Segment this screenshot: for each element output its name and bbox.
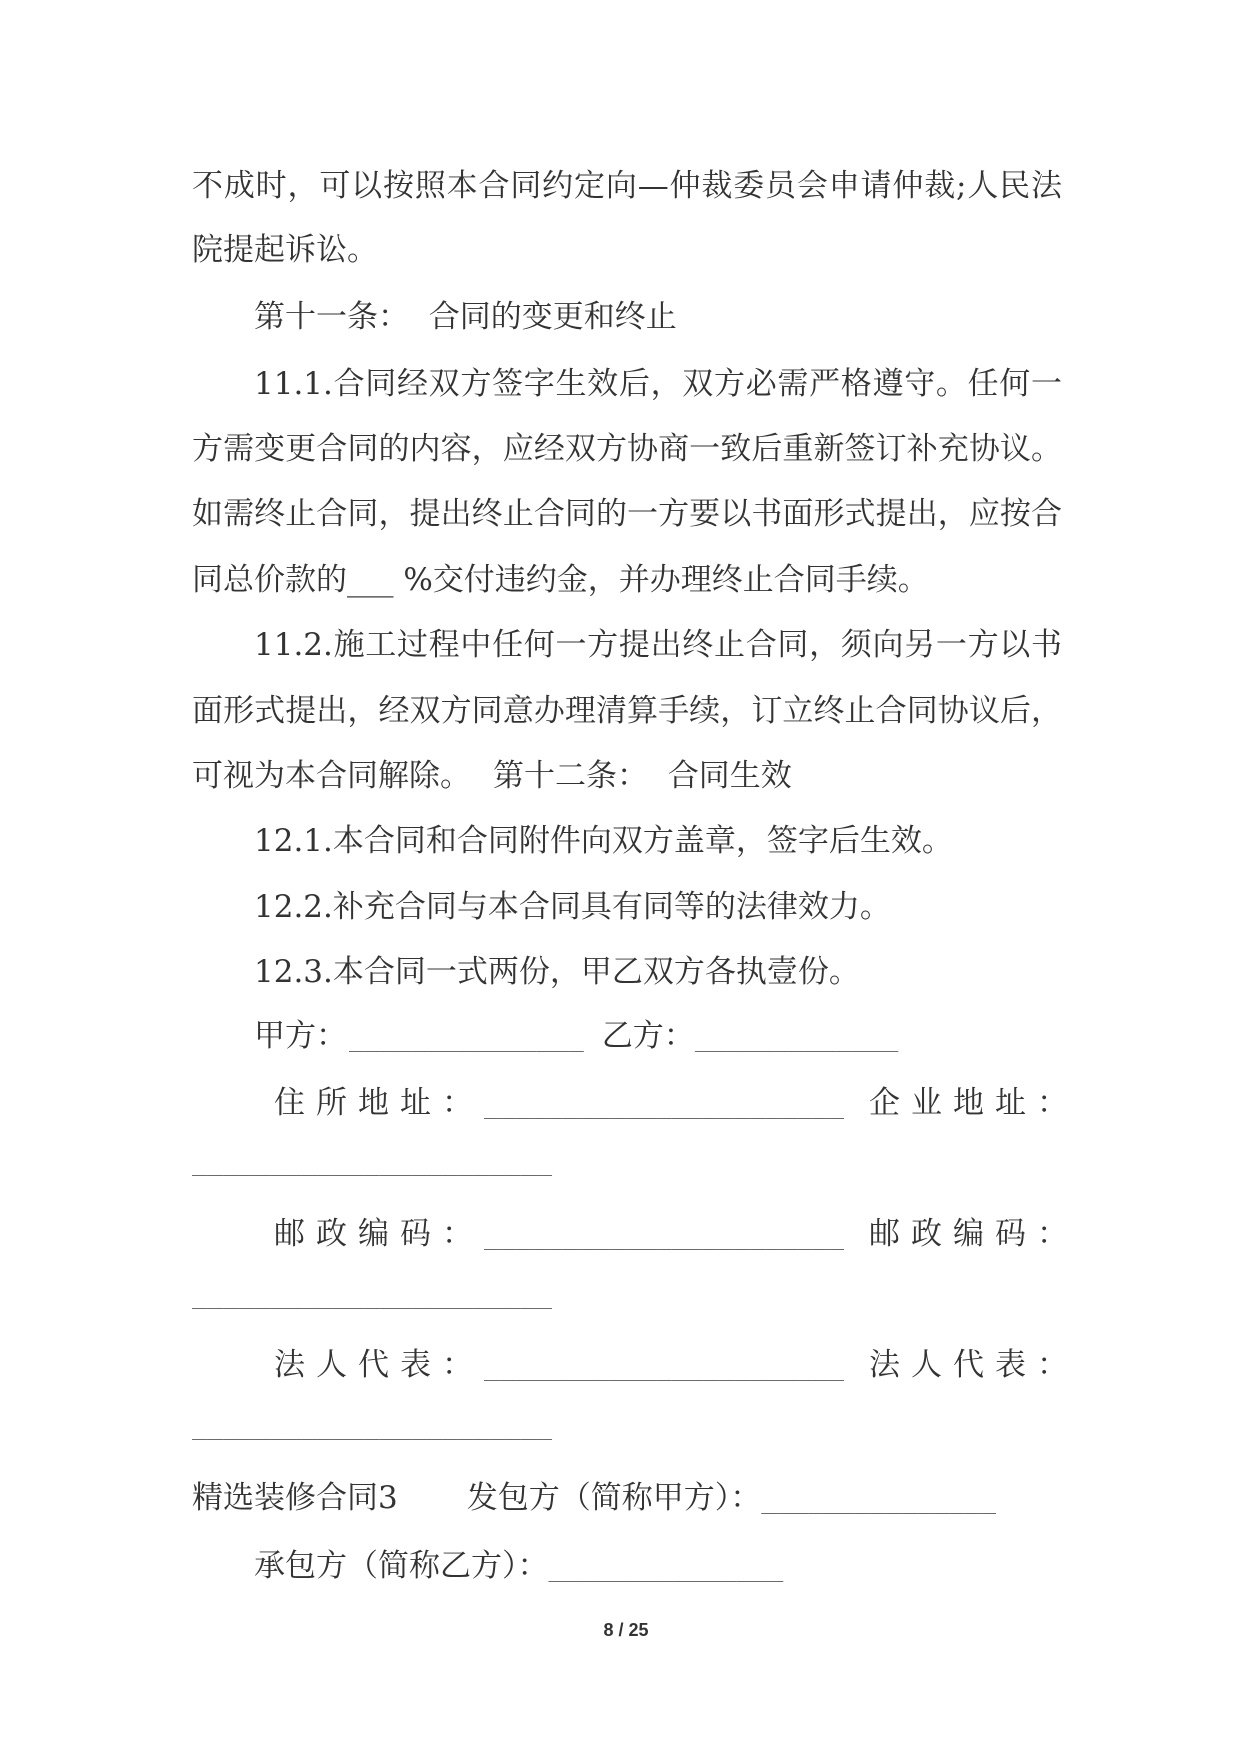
next-contract-title: 精选装修合同3 xyxy=(192,1480,398,1516)
page-number: 8 / 25 xyxy=(603,1620,649,1640)
article12-heading: 第十二条： 合同生效 xyxy=(493,758,792,794)
article10-tail-line-2: 院提起诉讼。 xyxy=(192,232,378,268)
party-a-label: 甲方： xyxy=(254,1018,347,1054)
clause-11-2-line-1: 11.2.施工过程中任何一方提出终止合同，须向另一方以书 xyxy=(254,627,1062,663)
party-b-blank: _____________ xyxy=(694,1023,899,1053)
party-a-legal-rep-label: 法人代表： xyxy=(274,1347,484,1383)
address-row xyxy=(274,1083,1214,1123)
party-a-postcode-blank: _______________________ xyxy=(484,1221,845,1251)
contractor-label: 承包方（简称乙方）： xyxy=(254,1548,549,1584)
clause-11-1-line-3: 如需终止合同，提出终止合同的一方要以书面形式提出，应按合 xyxy=(192,496,1062,532)
party-a-address-label: 住所地址： xyxy=(274,1085,484,1121)
clause-12-2: 12.2.补充合同与本合同具有同等的法律效力。 xyxy=(254,889,891,925)
clause-11-1-line-1: 11.1.合同经双方签字生效后，双方必需严格遵守。任何一 xyxy=(254,366,1062,402)
contractor-line xyxy=(254,1546,1214,1586)
clause-12-3: 12.3.本合同一式两份，甲乙双方各执壹份。 xyxy=(254,954,860,990)
party-b-address-label: 企业地址： xyxy=(869,1085,1080,1121)
party-signature-line xyxy=(254,1016,1214,1056)
party-b-postcode-blank: _______________________ xyxy=(192,1280,553,1310)
party-b-address-line xyxy=(192,1140,612,1180)
clause-11-2-line-2: 面形式提出，经双方同意办理清算手续，订立终止合同协议后， xyxy=(192,693,1062,729)
party-b-legal-rep-line xyxy=(192,1404,612,1444)
postcode-row xyxy=(274,1214,1214,1254)
article11-heading: 第十一条： 合同的变更和终止 xyxy=(254,299,677,335)
party-b-postcode-line xyxy=(192,1273,612,1313)
employer-label: 发包方（简称甲方）： xyxy=(466,1480,762,1516)
employer-blank: _______________ xyxy=(761,1485,997,1515)
clause-11-1-line-2: 方需变更合同的内容，应经双方协商一致后重新签订补充协议。 xyxy=(192,431,1062,467)
party-b-label: 乙方： xyxy=(601,1018,695,1054)
clause-12-1: 12.1.本合同和合同附件向双方盖章，签字后生效。 xyxy=(254,823,953,859)
party-b-legal-rep-label: 法人代表： xyxy=(869,1347,1080,1383)
party-a-postcode-label: 邮政编码： xyxy=(274,1216,484,1252)
clause-11-1-line-4: 同总价款的___ %交付违约金，并办理终止合同手续。 xyxy=(192,562,929,598)
party-a-legal-rep-blank: _______________________ xyxy=(484,1352,845,1382)
clause-11-2-line-3-text: 可视为本合同解除。 xyxy=(192,758,471,794)
party-a-address-blank: _______________________ xyxy=(484,1090,845,1120)
party-b-legal-rep-blank: _______________________ xyxy=(192,1411,553,1441)
article10-tail-line-1: 不成时，可以按照本合同约定向—仲裁委员会申请仲裁;人民法 xyxy=(192,168,1062,204)
contractor-blank: _______________ xyxy=(548,1553,784,1583)
party-b-address-blank: _______________________ xyxy=(192,1147,553,1177)
next-contract-header-line xyxy=(192,1478,1212,1518)
party-b-postcode-label: 邮政编码： xyxy=(869,1216,1080,1252)
party-a-blank: _______________ xyxy=(349,1023,584,1053)
clause-11-2-line-3 xyxy=(192,756,1062,796)
legal-rep-row xyxy=(274,1345,1214,1385)
